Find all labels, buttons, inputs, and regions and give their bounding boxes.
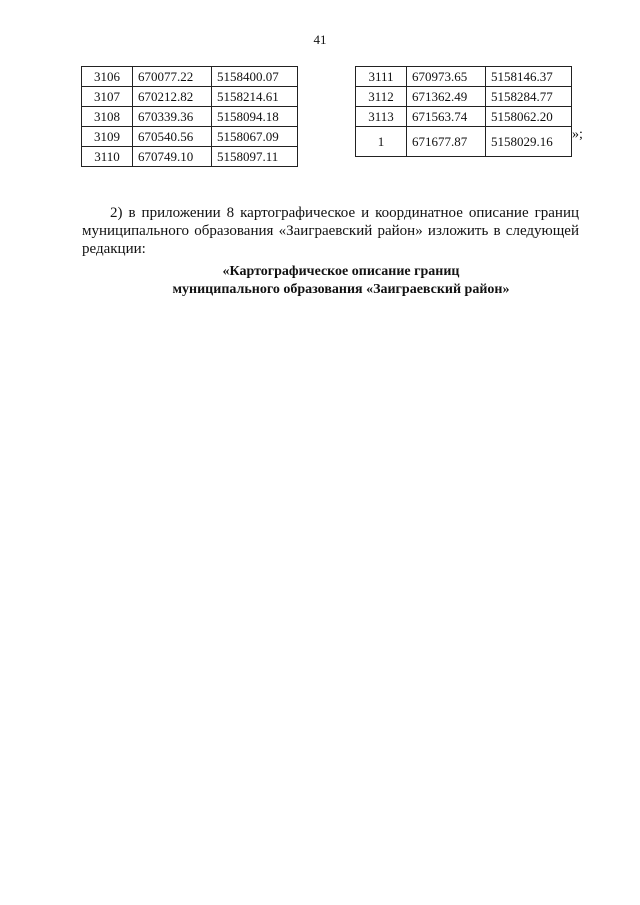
x-coordinate-cell: 671677.87 xyxy=(407,127,486,157)
x-coordinate-cell: 670973.65 xyxy=(407,67,486,87)
y-coordinate-cell: 5158146.37 xyxy=(486,67,572,87)
heading-line-1: «Картографическое описание границ xyxy=(222,264,460,279)
table-row xyxy=(82,107,298,127)
x-coordinate-cell: 671563.74 xyxy=(407,107,486,127)
coordinates-table-right xyxy=(355,66,572,157)
point-number-cell: 3110 xyxy=(82,147,133,167)
point-number-cell: 3106 xyxy=(82,67,133,87)
x-coordinate-cell: 671362.49 xyxy=(407,87,486,107)
y-coordinate-cell: 5158400.07 xyxy=(212,67,298,87)
table-row xyxy=(82,147,298,167)
table-row xyxy=(82,127,298,147)
table-row xyxy=(356,67,572,87)
x-coordinate-cell: 670339.36 xyxy=(133,107,212,127)
paragraph-text: 2) в приложении 8 картографическое и координатное описание границ муниципального образования «Заиграевский район» изложить в следующей редакции: xyxy=(82,205,579,257)
y-coordinate-cell: 5158097.11 xyxy=(212,147,298,167)
closing-quote-mark: »; xyxy=(572,127,583,142)
coordinates-table-left xyxy=(81,66,298,167)
point-number-cell: 3112 xyxy=(356,87,407,107)
point-number-cell: 3113 xyxy=(356,107,407,127)
section-heading xyxy=(82,263,600,299)
table-row xyxy=(82,87,298,107)
y-coordinate-cell: 5158067.09 xyxy=(212,127,298,147)
amendment-paragraph xyxy=(82,204,579,258)
table-row xyxy=(82,67,298,87)
heading-line-2: муниципального образования «Заиграевский район» xyxy=(172,282,510,297)
x-coordinate-cell: 670749.10 xyxy=(133,147,212,167)
x-coordinate-cell: 670540.56 xyxy=(133,127,212,147)
table-row xyxy=(356,87,572,107)
y-coordinate-cell: 5158029.16 xyxy=(486,127,572,157)
point-number-cell: 3108 xyxy=(82,107,133,127)
x-coordinate-cell: 670077.22 xyxy=(133,67,212,87)
point-number-cell: 3107 xyxy=(82,87,133,107)
table-row xyxy=(356,127,572,157)
y-coordinate-cell: 5158094.18 xyxy=(212,107,298,127)
y-coordinate-cell: 5158214.61 xyxy=(212,87,298,107)
table-row xyxy=(356,107,572,127)
page-number: 41 xyxy=(313,32,327,47)
y-coordinate-cell: 5158284.77 xyxy=(486,87,572,107)
point-number-cell: 3109 xyxy=(82,127,133,147)
point-number-cell: 1 xyxy=(356,127,407,157)
point-number-cell: 3111 xyxy=(356,67,407,87)
y-coordinate-cell: 5158062.20 xyxy=(486,107,572,127)
x-coordinate-cell: 670212.82 xyxy=(133,87,212,107)
